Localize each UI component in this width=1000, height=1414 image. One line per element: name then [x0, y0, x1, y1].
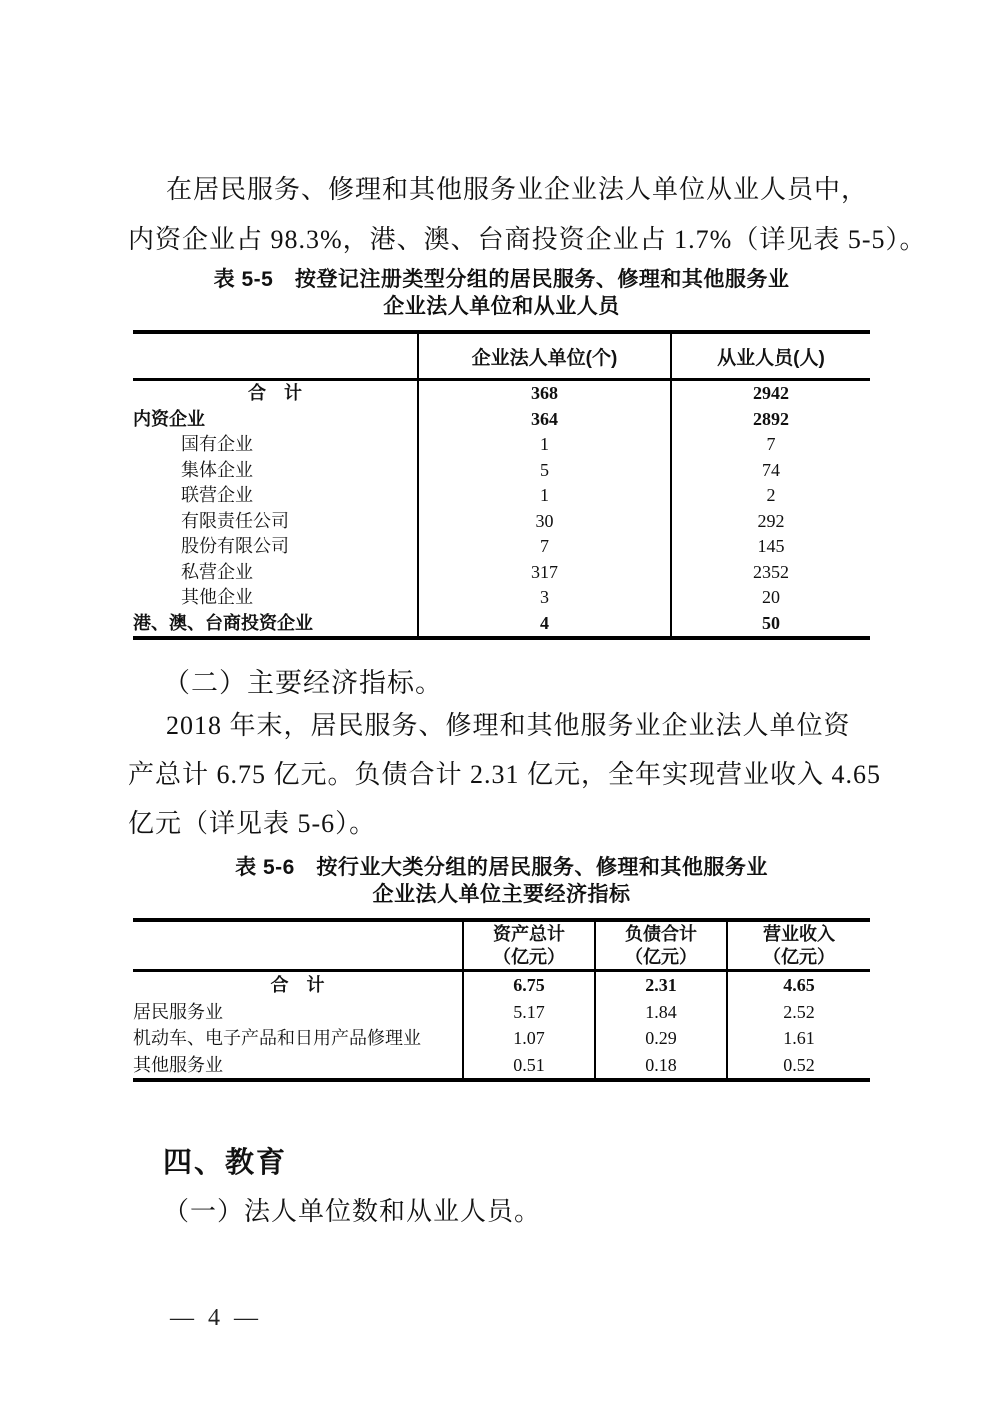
- header-line: （亿元）: [493, 946, 565, 967]
- row-label: 股份有限公司: [181, 536, 289, 556]
- table-5-5-title-line2: 企业法人单位和从业人员: [383, 295, 620, 318]
- header-liabilities-cell: [595, 920, 727, 971]
- row-label: 国有企业: [181, 434, 253, 454]
- table-header-row: [133, 332, 870, 380]
- row-persons: 292: [671, 509, 870, 535]
- row-label: 内资企业: [133, 408, 205, 429]
- row-persons: 74: [671, 458, 870, 484]
- row-units: 3: [418, 585, 671, 611]
- section-4-heading: 四、教育: [163, 1147, 288, 1179]
- table-row: [133, 1025, 870, 1052]
- row-persons: 2352: [671, 560, 870, 586]
- row-label: 私营企业: [181, 561, 253, 582]
- row-assets: 5.17: [463, 999, 595, 1026]
- row-units: 30: [418, 509, 671, 535]
- row-units: 317: [418, 560, 671, 586]
- paragraph-line: 在居民服务、修理和其他服务业企业法人单位从业人员中，: [166, 175, 869, 204]
- row-label: 居民服务业: [133, 1001, 223, 1022]
- row-units: 5: [418, 458, 671, 484]
- row-assets: 1.07: [463, 1025, 595, 1052]
- header-line: 负债合计: [625, 923, 697, 944]
- section-4-sub-heading: （一）法人单位数和从业人员。: [163, 1197, 542, 1226]
- table-5-6: [133, 918, 870, 1082]
- table-5-6-title: [133, 854, 870, 908]
- header-units-cell: 企业法人单位(个): [418, 332, 671, 380]
- row-units: 364: [418, 407, 671, 433]
- header-line: （亿元）: [625, 946, 697, 967]
- row-label: 其他企业: [181, 587, 253, 607]
- paragraph-line: 产总计 6.75 亿元。负债合计 2.31 亿元，全年实现营业收入 4.65: [128, 760, 882, 789]
- row-label: 集体企业: [181, 459, 253, 480]
- header-line: 营业收入: [763, 923, 835, 944]
- row-liabilities: 0.29: [595, 1025, 727, 1052]
- table-row: [133, 1052, 870, 1081]
- row-assets: 0.51: [463, 1052, 595, 1081]
- table-row: [133, 560, 870, 586]
- row-label: 机动车、电子产品和日用产品修理业: [133, 1028, 421, 1048]
- paragraph-line: 内资企业占 98.3%，港、澳、台商投资企业占 1.7%（详见表 5-5）。: [128, 225, 927, 254]
- row-persons: 145: [671, 534, 870, 560]
- header-persons-cell: 从业人员(人): [671, 332, 870, 380]
- row-revenue: 0.52: [727, 1052, 870, 1081]
- row-label: 联营企业: [181, 485, 253, 505]
- header-empty-cell: [133, 332, 418, 380]
- row-label: 港、澳、台商投资企业: [133, 612, 313, 633]
- paragraph-employment: [128, 165, 927, 265]
- row-units: 4: [418, 611, 671, 639]
- row-persons: 2942: [671, 380, 870, 407]
- table-5-6-title-line1: 表 5-6 按行业大类分组的居民服务、修理和其他服务业: [235, 856, 768, 879]
- row-units: 1: [418, 432, 671, 458]
- row-persons: 20: [671, 585, 870, 611]
- row-liabilities: 2.31: [595, 971, 727, 999]
- row-label: 合 计: [248, 383, 302, 403]
- header-assets-cell: [463, 920, 595, 971]
- table-row: [133, 458, 870, 484]
- header-empty-cell: [133, 920, 463, 971]
- table-row: [133, 483, 870, 509]
- table-row: [133, 534, 870, 560]
- row-persons: 7: [671, 432, 870, 458]
- page-number: — 4 —: [170, 1305, 262, 1331]
- table-row: [133, 509, 870, 535]
- table-5-5: [133, 330, 870, 640]
- row-units: 368: [418, 380, 671, 407]
- row-label: 其他服务业: [133, 1054, 223, 1075]
- table-header-row: [133, 920, 870, 971]
- row-revenue: 1.61: [727, 1025, 870, 1052]
- row-units: 7: [418, 534, 671, 560]
- paragraph-line: 亿元（详见表 5-6）。: [128, 809, 377, 838]
- table-row: [133, 971, 870, 999]
- row-assets: 6.75: [463, 971, 595, 999]
- row-liabilities: 0.18: [595, 1052, 727, 1081]
- table-row: [133, 585, 870, 611]
- paragraph-line: 2018 年末，居民服务、修理和其他服务业企业法人单位资: [166, 711, 851, 740]
- row-persons: 2892: [671, 407, 870, 433]
- table-row: [133, 611, 870, 639]
- row-label: 有限责任公司: [181, 510, 289, 531]
- row-revenue: 4.65: [727, 971, 870, 999]
- table-row: [133, 407, 870, 433]
- row-persons: 2: [671, 483, 870, 509]
- header-line: （亿元）: [763, 946, 835, 967]
- table-5-5-title: [133, 266, 870, 320]
- row-label: 合 计: [270, 975, 325, 995]
- section-2-heading: （二）主要经济指标。: [163, 668, 443, 698]
- row-revenue: 2.52: [727, 999, 870, 1026]
- table-5-5-title-line1: 表 5-5 按登记注册类型分组的居民服务、修理和其他服务业: [213, 268, 790, 291]
- table-row: [133, 380, 870, 407]
- header-line: 资产总计: [493, 923, 565, 944]
- table-5-6-title-line2: 企业法人单位主要经济指标: [372, 883, 631, 906]
- row-persons: 50: [671, 611, 870, 639]
- paragraph-economic-indicators: [128, 701, 882, 848]
- header-revenue-cell: [727, 920, 870, 971]
- row-liabilities: 1.84: [595, 999, 727, 1026]
- table-row: [133, 432, 870, 458]
- table-row: [133, 999, 870, 1026]
- row-units: 1: [418, 483, 671, 509]
